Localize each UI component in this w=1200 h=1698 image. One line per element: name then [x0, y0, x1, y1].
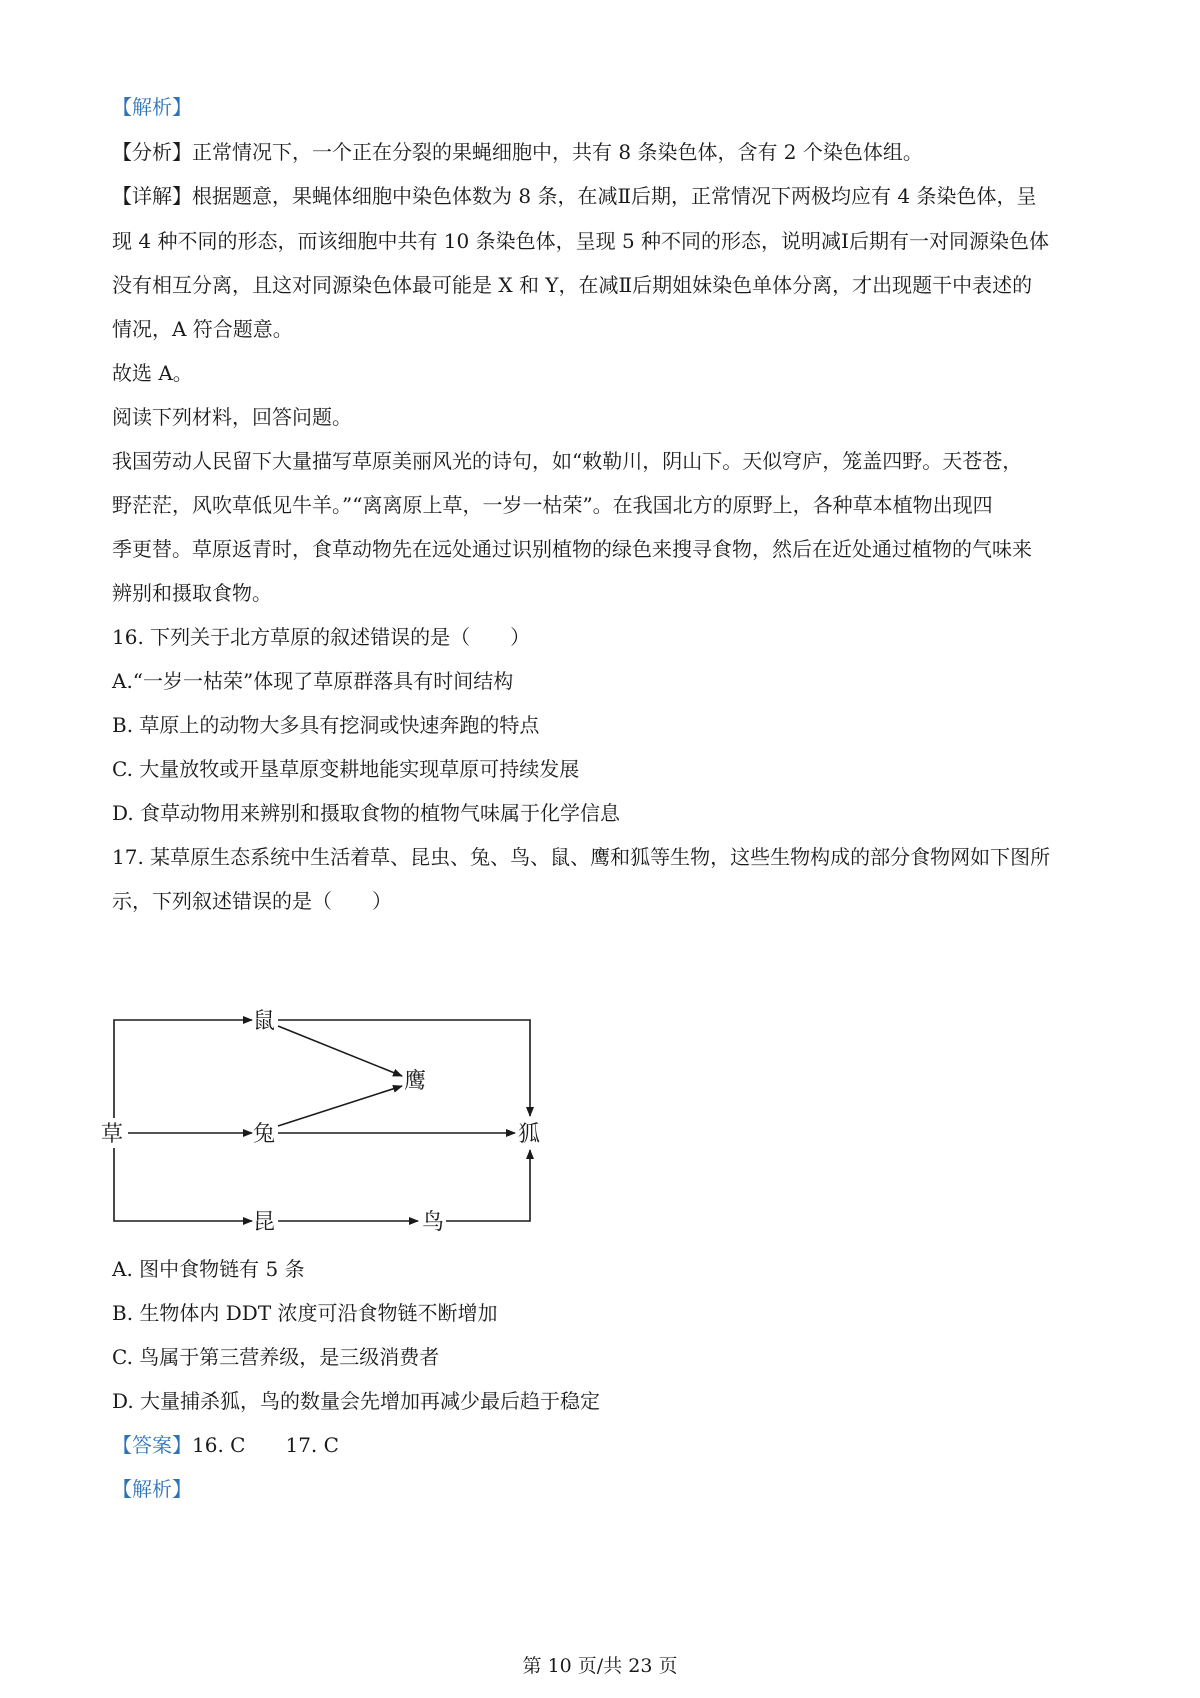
node-mouse: 鼠 [253, 1009, 276, 1034]
node-eagle: 鹰 [404, 1069, 427, 1094]
question-17-stem-line-1: 17. 某草原生态系统中生活着草、昆虫、兔、鸟、鼠、鹰和狐等生物，这些生物构成的部分食物网如下图所 [112, 845, 1051, 869]
page-footer: 第 10 页/共 23 页 [522, 1655, 678, 1677]
arrow-bird-to-fox [446, 1150, 530, 1221]
node-bird: 鸟 [422, 1210, 445, 1235]
analysis-paragraph [112, 137, 923, 167]
node-rabbit: 兔 [253, 1122, 276, 1147]
question-16-option-c: C. 大量放牧或开垦草原变耕地能实现草原可持续发展 [112, 757, 580, 781]
detail-line-3: 没有相互分离，且这对同源染色体最可能是 X 和 Y，在减Ⅱ后期姐妹染色单体分离，才出现题干中表述的 [112, 273, 1033, 297]
node-fox: 狐 [518, 1122, 541, 1147]
material-line-1: 我国劳动人民留下大量描写草原美丽风光的诗句，如“敕勒川，阴山下。天似穹庐，笼盖四野。天苍苍， [112, 449, 1023, 473]
question-16-option-a: A.“一岁一枯荣”体现了草原群落具有时间结构 [112, 669, 514, 693]
node-grass: 草 [101, 1122, 124, 1147]
fenxi-text: 正常情况下，一个正在分裂的果蝇细胞中，共有 8 条染色体，含有 2 个染色体组。 [192, 140, 923, 164]
question-16-option-b: B. 草原上的动物大多具有挖洞或快速奔跑的特点 [112, 713, 540, 737]
question-16-option-d: D. 食草动物用来辨别和摄取食物的植物气味属于化学信息 [112, 801, 621, 825]
detail-line-4: 情况，A 符合题意。 [112, 317, 293, 341]
detail-line-2: 现 4 种不同的形态，而该细胞中共有 10 条染色体，呈现 5 种不同的形态，说明减Ⅰ后期有一对同源染色体 [112, 229, 1049, 253]
arrow-mouse-to-eagle [278, 1026, 402, 1076]
analysis-heading-2: 【解析】 [112, 1477, 192, 1501]
answer-line [112, 1430, 339, 1460]
question-17-option-d: D. 大量捕杀狐，鸟的数量会先增加再减少最后趋于稳定 [112, 1389, 601, 1413]
xiangjie-label: 【详解】 [112, 184, 192, 208]
question-17-option-c: C. 鸟属于第三营养级，是三级消费者 [112, 1345, 440, 1369]
material-line-3: 季更替。草原返青时，食草动物先在远处通过识别植物的绿色来搜寻食物，然后在近处通过植物的气味来 [112, 537, 1032, 561]
material-line-4: 辨别和摄取食物。 [112, 581, 272, 605]
question-17-option-a: A. 图中食物链有 5 条 [112, 1257, 305, 1281]
node-insect: 昆 [253, 1210, 276, 1235]
arrow-mouse-to-fox [278, 1020, 530, 1116]
fenxi-label: 【分析】 [112, 140, 192, 164]
reading-instruction: 阅读下列材料，回答问题。 [112, 405, 352, 429]
detail-text: 根据题意，果蝇体细胞中染色体数为 8 条，在减Ⅱ后期，正常情况下两极均应有 4 条染色体，呈 [192, 184, 1037, 208]
answer-label: 【答案】 [112, 1433, 192, 1457]
food-web-diagram [100, 1000, 600, 1240]
detail-line-1 [112, 181, 1036, 211]
arrow-grass-to-mouse [114, 1020, 252, 1118]
question-16-stem: 16. 下列关于北方草原的叙述错误的是（ ） [112, 625, 531, 649]
arrow-rabbit-to-eagle [278, 1086, 402, 1126]
question-17-option-b: B. 生物体内 DDT 浓度可沿食物链不断增加 [112, 1301, 498, 1325]
material-line-2: 野茫茫，风吹草低见牛羊。”“离离原上草，一岁一枯荣”。在我国北方的原野上，各种草本植物出现四 [112, 493, 993, 517]
question-17-stem-line-2: 示，下列叙述错误的是（ ） [112, 889, 392, 913]
analysis-heading: 【解析】 [112, 95, 192, 119]
arrow-grass-to-insect [114, 1148, 252, 1221]
answer-text: 16. C 17. C [192, 1433, 339, 1457]
conclusion: 故选 A。 [112, 361, 193, 385]
